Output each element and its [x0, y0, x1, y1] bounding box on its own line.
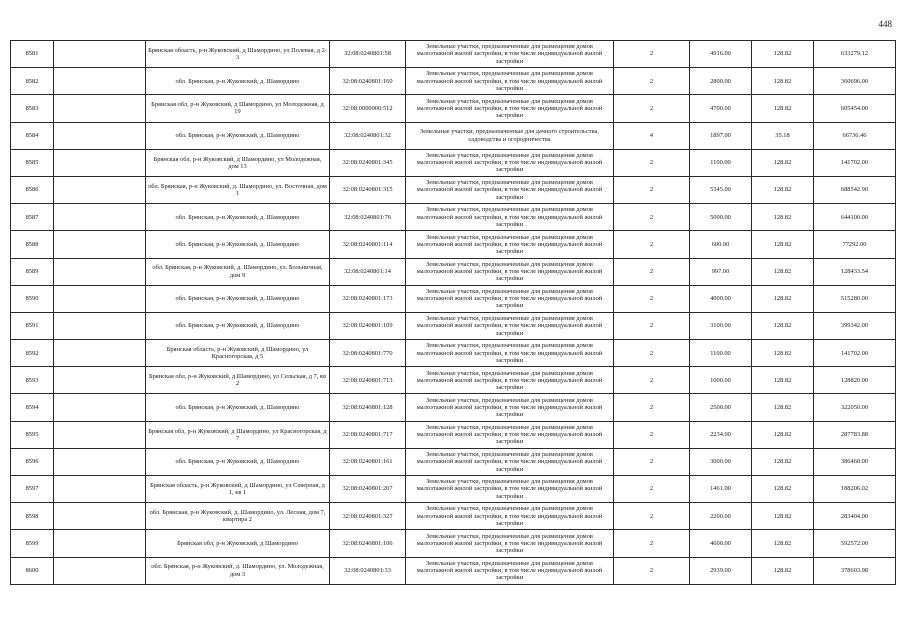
- empty-cell: [54, 204, 146, 231]
- rate-cell: 35.18: [752, 122, 814, 149]
- cadastral-value-cell: 360696.00: [814, 68, 896, 95]
- address-cell: Брянская обл, р-н Жуковский, д Шамордино, ул Молодежная, дом 13: [146, 149, 330, 176]
- group-code-cell: 2: [614, 41, 690, 68]
- rate-cell: 128.82: [752, 340, 814, 367]
- rate-cell: 128.82: [752, 285, 814, 312]
- empty-cell: [54, 530, 146, 557]
- rate-cell: 128.82: [752, 448, 814, 475]
- table-row: [11, 503, 896, 530]
- rate-cell: 128.82: [752, 176, 814, 203]
- address-cell: обл. Брянская, р-н Жуковский, д. Шамордино: [146, 204, 330, 231]
- group-code-cell: 4: [614, 122, 690, 149]
- land-use-cell: Земельные участки, предназначенные для размещения домов малоэтажной жилой застройки, в том числе индивидуальной жилой застройки: [406, 41, 614, 68]
- area-cell: 2939.00: [690, 557, 752, 584]
- cadastral-number-cell: 32:08:0240801:109: [330, 312, 406, 339]
- cadastral-value-cell: 66736.46: [814, 122, 896, 149]
- table-row: [11, 421, 896, 448]
- cadastral-number-cell: 32:08:0240801:32: [330, 122, 406, 149]
- address-cell: обл. Брянская, р-н Жуковский, д. Шамордино, ул. Лесная, дом 7, квартира 2: [146, 503, 330, 530]
- area-cell: 600.00: [690, 231, 752, 258]
- address-cell: Брянская область, р-н Жуковский, д Шамордино, ул Полевая, д 2-3: [146, 41, 330, 68]
- group-code-cell: 2: [614, 149, 690, 176]
- rate-cell: 128.82: [752, 530, 814, 557]
- cadastral-value-cell: 399342.00: [814, 312, 896, 339]
- cadastral-number-cell: 32:08:0240801:345: [330, 149, 406, 176]
- cadastral-number-cell: 32:08:0240801:327: [330, 503, 406, 530]
- empty-cell: [54, 68, 146, 95]
- table-row: [11, 68, 896, 95]
- group-code-cell: 2: [614, 176, 690, 203]
- address-cell: обл. Брянская, р-н Жуковский, д. Шамордино: [146, 122, 330, 149]
- cadastral-number-cell: 32:08:0240801:128: [330, 394, 406, 421]
- record-number-cell: 8595: [11, 421, 54, 448]
- group-code-cell: 2: [614, 258, 690, 285]
- land-use-cell: Земельные участки, предназначенные для размещения домов малоэтажной жилой застройки, в том числе индивидуальной жилой застройки: [406, 204, 614, 231]
- table-row: [11, 312, 896, 339]
- address-cell: Брянская обл, р-н Жуковский, д Шамордино: [146, 530, 330, 557]
- table-row: [11, 258, 896, 285]
- empty-cell: [54, 312, 146, 339]
- cadastral-number-cell: 32:08:0240801:14: [330, 258, 406, 285]
- area-cell: 2800.00: [690, 68, 752, 95]
- record-number-cell: 8596: [11, 448, 54, 475]
- land-use-cell: Земельные участки, предназначенные для размещения домов малоэтажной жилой застройки, в том числе индивидуальной жилой застройки: [406, 285, 614, 312]
- table-row: [11, 122, 896, 149]
- cadastral-value-cell: 141702.00: [814, 149, 896, 176]
- area-cell: 4700.00: [690, 95, 752, 122]
- area-cell: 4600.00: [690, 530, 752, 557]
- cadastral-value-cell: 605454.00: [814, 95, 896, 122]
- cadastral-number-cell: 32:08:0240801:173: [330, 285, 406, 312]
- group-code-cell: 2: [614, 530, 690, 557]
- area-cell: 1461.00: [690, 476, 752, 503]
- cadastral-value-cell: 644100.00: [814, 204, 896, 231]
- empty-cell: [54, 476, 146, 503]
- address-cell: обл. Брянская, р-н Жуковский, д. Шамордино, ул. Больничная, дом 9: [146, 258, 330, 285]
- cadastral-number-cell: 32:08:0240801:160: [330, 68, 406, 95]
- page-number: 448: [878, 19, 892, 29]
- empty-cell: [54, 176, 146, 203]
- record-number-cell: 8594: [11, 394, 54, 421]
- rate-cell: 128.82: [752, 503, 814, 530]
- record-number-cell: 8582: [11, 68, 54, 95]
- group-code-cell: 2: [614, 285, 690, 312]
- record-number-cell: 8592: [11, 340, 54, 367]
- group-code-cell: 2: [614, 448, 690, 475]
- rate-cell: 128.82: [752, 41, 814, 68]
- cadastral-value-cell: 283404.00: [814, 503, 896, 530]
- rate-cell: 128.82: [752, 231, 814, 258]
- area-cell: 3000.00: [690, 448, 752, 475]
- address-cell: Брянская обл, р-н Жуковский, д Шамордино, ул Сельская, д 7, кв 2: [146, 367, 330, 394]
- table-row: [11, 476, 896, 503]
- rate-cell: 128.82: [752, 258, 814, 285]
- empty-cell: [54, 122, 146, 149]
- rate-cell: 128.82: [752, 367, 814, 394]
- cadastral-value-cell: 633279.12: [814, 41, 896, 68]
- group-code-cell: 2: [614, 394, 690, 421]
- cadastral-value-cell: 515280.00: [814, 285, 896, 312]
- area-cell: 1897.00: [690, 122, 752, 149]
- address-cell: обл. Брянская, р-н Жуковский, д. Шамордино, ул. Восточная, дом 1: [146, 176, 330, 203]
- land-registry-table: [10, 40, 896, 585]
- land-use-cell: Земельные участки, предназначенные для размещения домов малоэтажной жилой застройки, в том числе индивидуальной жилой застройки: [406, 258, 614, 285]
- table-row: [11, 95, 896, 122]
- address-cell: обл. Брянская, р-н Жуковский, д. Шамордино: [146, 68, 330, 95]
- table-row: [11, 285, 896, 312]
- rate-cell: 128.82: [752, 394, 814, 421]
- address-cell: обл. Брянская, р-н Жуковский, д. Шамордино, ул. Молодежная, дом 3: [146, 557, 330, 584]
- cadastral-number-cell: 32:08:0240801:207: [330, 476, 406, 503]
- address-cell: Брянская обл, р-н Жуковский, д Шамордино, ул Молодежная, д 19: [146, 95, 330, 122]
- land-use-cell: Земельные участки, предназначенные для размещения домов малоэтажной жилой застройки, в том числе индивидуальной жилой застройки: [406, 476, 614, 503]
- empty-cell: [54, 557, 146, 584]
- empty-cell: [54, 258, 146, 285]
- address-cell: обл. Брянская, р-н Жуковский, д. Шамордино: [146, 312, 330, 339]
- rate-cell: 128.82: [752, 95, 814, 122]
- area-cell: 4916.00: [690, 41, 752, 68]
- area-cell: 4000.00: [690, 285, 752, 312]
- land-use-cell: Земельные участки, предназначенные для размещения домов малоэтажной жилой застройки, в том числе индивидуальной жилой застройки: [406, 68, 614, 95]
- land-use-cell: Земельные участки, предназначенные для размещения домов малоэтажной жилой застройки, в том числе индивидуальной жилой застройки: [406, 95, 614, 122]
- empty-cell: [54, 394, 146, 421]
- empty-cell: [54, 421, 146, 448]
- group-code-cell: 2: [614, 421, 690, 448]
- group-code-cell: 2: [614, 367, 690, 394]
- table-body: [11, 41, 896, 585]
- cadastral-value-cell: 378603.98: [814, 557, 896, 584]
- address-cell: Брянская область, р-н Жуковский, д Шамордино, ул Красногорская, д 5: [146, 340, 330, 367]
- record-number-cell: 8589: [11, 258, 54, 285]
- rate-cell: 128.82: [752, 476, 814, 503]
- cadastral-number-cell: 32:08:0240801:33: [330, 557, 406, 584]
- area-cell: 2200.00: [690, 503, 752, 530]
- group-code-cell: 2: [614, 95, 690, 122]
- land-use-cell: Земельные участки, предназначенные для размещения домов малоэтажной жилой застройки, в том числе индивидуальной жилой застройки: [406, 340, 614, 367]
- cadastral-value-cell: 592572.00: [814, 530, 896, 557]
- land-use-cell: Земельные участки, предназначенные для размещения домов малоэтажной жилой застройки, в том числе индивидуальной жилой застройки: [406, 394, 614, 421]
- group-code-cell: 2: [614, 476, 690, 503]
- empty-cell: [54, 367, 146, 394]
- area-cell: 1000.00: [690, 367, 752, 394]
- rate-cell: 128.82: [752, 557, 814, 584]
- address-cell: Брянская обл, р-н Жуковский, д Шамордино, ул Красногорская, д 7: [146, 421, 330, 448]
- table-row: [11, 41, 896, 68]
- group-code-cell: 2: [614, 557, 690, 584]
- table-row: [11, 367, 896, 394]
- cadastral-value-cell: 141702.00: [814, 340, 896, 367]
- area-cell: 2234.00: [690, 421, 752, 448]
- cadastral-number-cell: 32:08:0240801:114: [330, 231, 406, 258]
- record-number-cell: 8598: [11, 503, 54, 530]
- record-number-cell: 8587: [11, 204, 54, 231]
- cadastral-number-cell: 32:08:0240801:161: [330, 448, 406, 475]
- cadastral-value-cell: 322050.00: [814, 394, 896, 421]
- area-cell: 5345.00: [690, 176, 752, 203]
- land-use-cell: Земельные участки, предназначенные для дачного строительства, садоводства и огородничества: [406, 122, 614, 149]
- cadastral-number-cell: 32:08:0240801:315: [330, 176, 406, 203]
- record-number-cell: 8585: [11, 149, 54, 176]
- cadastral-value-cell: 386460.00: [814, 448, 896, 475]
- record-number-cell: 8588: [11, 231, 54, 258]
- land-use-cell: Земельные участки, предназначенные для размещения домов малоэтажной жилой застройки, в том числе индивидуальной жилой застройки: [406, 421, 614, 448]
- area-cell: 1100.00: [690, 340, 752, 367]
- cadastral-number-cell: 32:08:0240801:713: [330, 367, 406, 394]
- table-row: [11, 530, 896, 557]
- record-number-cell: 8586: [11, 176, 54, 203]
- empty-cell: [54, 448, 146, 475]
- land-use-cell: Земельные участки, предназначенные для размещения домов малоэтажной жилой застройки, в том числе индивидуальной жилой застройки: [406, 231, 614, 258]
- land-use-cell: Земельные участки, предназначенные для размещения домов малоэтажной жилой застройки, в том числе индивидуальной жилой застройки: [406, 557, 614, 584]
- empty-cell: [54, 149, 146, 176]
- table-row: [11, 176, 896, 203]
- record-number-cell: 8599: [11, 530, 54, 557]
- table-row: [11, 340, 896, 367]
- cadastral-number-cell: 32:08:0240801:770: [330, 340, 406, 367]
- table-row: [11, 448, 896, 475]
- cadastral-value-cell: 688542.90: [814, 176, 896, 203]
- area-cell: 3100.00: [690, 312, 752, 339]
- record-number-cell: 8593: [11, 367, 54, 394]
- empty-cell: [54, 95, 146, 122]
- area-cell: 5000.00: [690, 204, 752, 231]
- empty-cell: [54, 41, 146, 68]
- group-code-cell: 2: [614, 312, 690, 339]
- table-row: [11, 149, 896, 176]
- address-cell: обл. Брянская, р-н Жуковский, д. Шамордино: [146, 394, 330, 421]
- cadastral-value-cell: 77292.00: [814, 231, 896, 258]
- empty-cell: [54, 340, 146, 367]
- cadastral-number-cell: 32:08:0000000:512: [330, 95, 406, 122]
- address-cell: обл. Брянская, р-н Жуковский, д. Шамордино: [146, 285, 330, 312]
- land-use-cell: Земельные участки, предназначенные для размещения домов малоэтажной жилой застройки, в том числе индивидуальной жилой застройки: [406, 367, 614, 394]
- address-cell: обл. Брянская, р-н Жуковский, д. Шамордино: [146, 448, 330, 475]
- group-code-cell: 2: [614, 204, 690, 231]
- area-cell: 1100.00: [690, 149, 752, 176]
- cadastral-number-cell: 32:08:0240801:58: [330, 41, 406, 68]
- empty-cell: [54, 285, 146, 312]
- cadastral-value-cell: 128820.00: [814, 367, 896, 394]
- land-use-cell: Земельные участки, предназначенные для размещения домов малоэтажной жилой застройки, в том числе индивидуальной жилой застройки: [406, 149, 614, 176]
- table-row: [11, 394, 896, 421]
- table-row: [11, 204, 896, 231]
- group-code-cell: 2: [614, 68, 690, 95]
- record-number-cell: 8600: [11, 557, 54, 584]
- table-row: [11, 231, 896, 258]
- cadastral-value-cell: 188206.02: [814, 476, 896, 503]
- land-use-cell: Земельные участки, предназначенные для размещения домов малоэтажной жилой застройки, в том числе индивидуальной жилой застройки: [406, 176, 614, 203]
- group-code-cell: 2: [614, 231, 690, 258]
- rate-cell: 128.82: [752, 68, 814, 95]
- rate-cell: 128.82: [752, 204, 814, 231]
- record-number-cell: 8581: [11, 41, 54, 68]
- rate-cell: 128.82: [752, 312, 814, 339]
- land-use-cell: Земельные участки, предназначенные для размещения домов малоэтажной жилой застройки, в том числе индивидуальной жилой застройки: [406, 448, 614, 475]
- address-cell: Брянская область, р-н Жуковский, д Шамордино, ул Северная, д 1, кв 1: [146, 476, 330, 503]
- area-cell: 997.00: [690, 258, 752, 285]
- cadastral-value-cell: 128433.54: [814, 258, 896, 285]
- record-number-cell: 8591: [11, 312, 54, 339]
- land-use-cell: Земельные участки, предназначенные для размещения домов малоэтажной жилой застройки, в том числе индивидуальной жилой застройки: [406, 503, 614, 530]
- table-row: [11, 557, 896, 584]
- cadastral-number-cell: 32:08:0240801:76: [330, 204, 406, 231]
- record-number-cell: 8590: [11, 285, 54, 312]
- land-use-cell: Земельные участки, предназначенные для размещения домов малоэтажной жилой застройки, в том числе индивидуальной жилой застройки: [406, 530, 614, 557]
- cadastral-value-cell: 287783.88: [814, 421, 896, 448]
- land-use-cell: Земельные участки, предназначенные для размещения домов малоэтажной жилой застройки, в том числе индивидуальной жилой застройки: [406, 312, 614, 339]
- rate-cell: 128.82: [752, 421, 814, 448]
- record-number-cell: 8584: [11, 122, 54, 149]
- empty-cell: [54, 231, 146, 258]
- cadastral-number-cell: 32:08:0240801:106: [330, 530, 406, 557]
- record-number-cell: 8583: [11, 95, 54, 122]
- cadastral-number-cell: 32:08:0240801:717: [330, 421, 406, 448]
- area-cell: 2500.00: [690, 394, 752, 421]
- rate-cell: 128.82: [752, 149, 814, 176]
- group-code-cell: 2: [614, 340, 690, 367]
- address-cell: обл. Брянская, р-н Жуковский, д. Шамордино: [146, 231, 330, 258]
- record-number-cell: 8597: [11, 476, 54, 503]
- empty-cell: [54, 503, 146, 530]
- group-code-cell: 2: [614, 503, 690, 530]
